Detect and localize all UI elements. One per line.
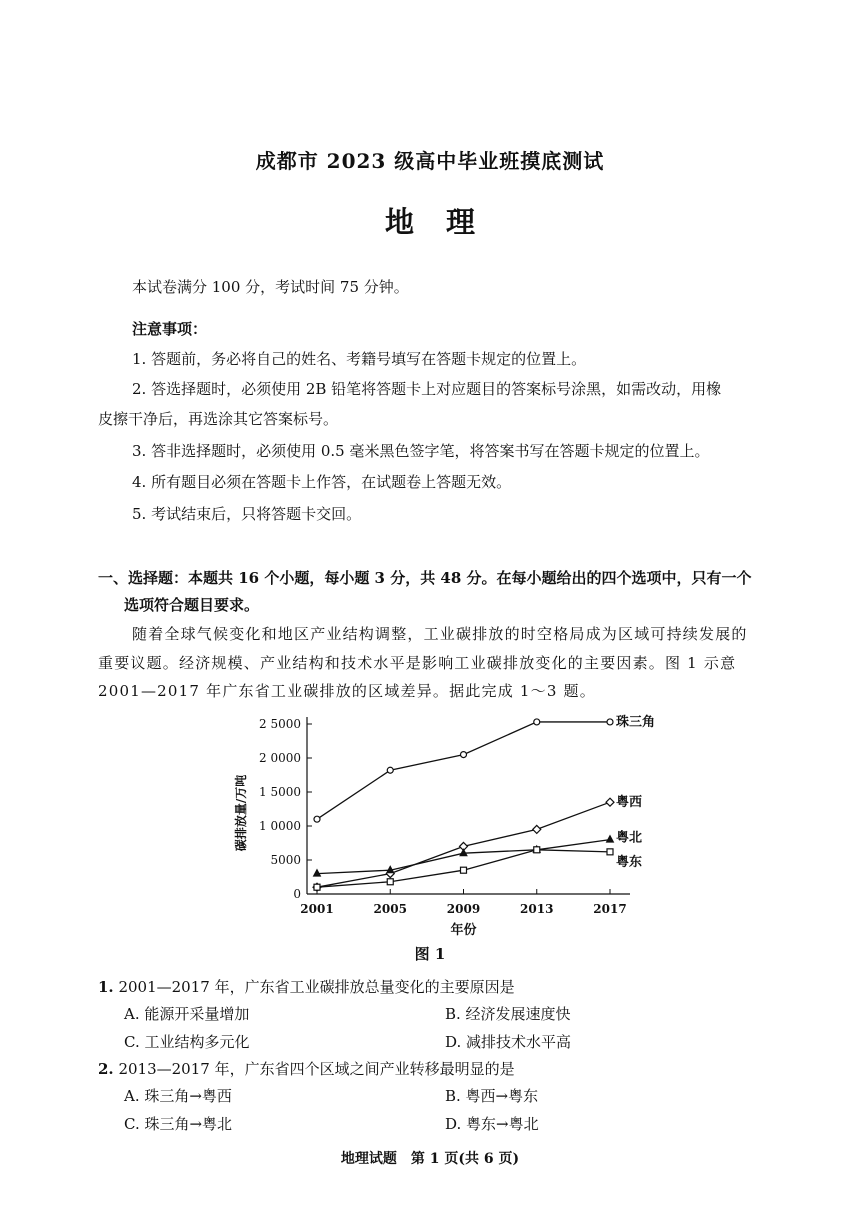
question-stem: 2013—2017 年，广东省四个区域之间产业转移最明显的是 [118, 1060, 515, 1078]
x-tick-label: 2013 [520, 902, 554, 916]
data-point [607, 836, 614, 843]
y-tick-label: 5000 [270, 853, 301, 867]
x-tick-label: 2017 [593, 902, 627, 916]
data-point [606, 798, 614, 806]
y-axis-label: 碳排放量/万吨 [234, 774, 248, 852]
series-label: 粤西 [616, 795, 643, 811]
data-point [314, 884, 320, 890]
x-tick-label: 2005 [373, 902, 407, 916]
data-point [461, 867, 467, 873]
exam-title: 成都市 2023 级高中毕业班摸底测试 [255, 149, 605, 173]
subject-title: 地理 [384, 205, 507, 239]
line-chart [225, 712, 656, 942]
passage-line: 随着全球气候变化和地区产业结构调整，工业碳排放的时空格局成为区域可持续发展的 [132, 625, 748, 643]
option[interactable]: B. 经济发展速度快 [445, 1005, 571, 1023]
question-number: 2. [98, 1060, 114, 1078]
option[interactable]: C. 珠三角→粤北 [124, 1115, 233, 1133]
data-point [534, 847, 540, 853]
y-tick-label: 0 [293, 887, 301, 901]
notice-item: 1. 答题前，务必将自己的姓名、考籍号填写在答题卡规定的位置上。 [132, 350, 587, 368]
data-point [534, 719, 540, 725]
question-1 [98, 976, 515, 997]
notice-item: 2. 答选择题时，必须使用 2B 铅笔将答题卡上对应题目的答案标号涂黑，如需改动，用橡 [132, 380, 722, 398]
y-tick-label: 2 5000 [259, 717, 301, 731]
x-tick-label: 2001 [300, 902, 334, 916]
section-heading-cont: 选项符合题目要求。 [124, 596, 260, 614]
data-point [387, 879, 393, 885]
section-heading: 一、选择题：本题共 16 个小题，每小题 3 分，共 48 分。在每小题给出的四个选项中，只有一个 [98, 569, 752, 587]
exam-intro: 本试卷满分 100 分，考试时间 75 分钟。 [132, 278, 409, 296]
data-point [607, 719, 613, 725]
option[interactable]: D. 粤东→粤北 [445, 1115, 539, 1133]
notice-item: 皮擦干净后，再选涂其它答案标号。 [98, 410, 339, 428]
x-axis-label: 年份 [450, 923, 477, 938]
notice-item: 4. 所有题目必须在答题卡上作答，在试题卷上答题无效。 [132, 473, 512, 491]
option[interactable]: C. 工业结构多元化 [124, 1033, 250, 1051]
page-footer: 地理试题 第 1 页(共 6 页) [340, 1151, 520, 1167]
question-number: 1. [98, 978, 114, 996]
question-2 [98, 1058, 515, 1079]
figure-caption: 图 1 [414, 945, 446, 963]
data-point [607, 849, 613, 855]
option[interactable]: D. 减排技术水平高 [445, 1033, 572, 1051]
data-point [461, 752, 467, 758]
y-tick-label: 1 5000 [259, 785, 301, 799]
notice-heading: 注意事项： [132, 320, 208, 338]
carbon-emission-chart [225, 712, 656, 942]
passage-line: 2001—2017 年广东省工业碳排放的区域差异。据此完成 1～3 题。 [98, 682, 596, 700]
series-label: 粤东 [616, 854, 643, 870]
notice-item: 5. 考试结束后，只将答题卡交回。 [132, 505, 362, 523]
x-tick-label: 2009 [446, 902, 481, 916]
y-tick-label: 1 0000 [259, 819, 301, 833]
data-point [387, 767, 393, 773]
data-point [314, 816, 320, 822]
y-tick-label: 2 0000 [259, 751, 301, 765]
option[interactable]: A. 珠三角→粤西 [124, 1087, 232, 1105]
data-point [533, 825, 541, 833]
option[interactable]: B. 粤西→粤东 [445, 1087, 539, 1105]
series-line [317, 722, 610, 819]
passage-line: 重要议题。经济规模、产业结构和技术水平是影响工业碳排放变化的主要因素。图 1 示意 [98, 654, 737, 672]
notice-item: 3. 答非选择题时，必须使用 0.5 毫米黑色签字笔，将答案书写在答题卡规定的位置上。 [132, 442, 710, 460]
series-label: 珠三角 [616, 714, 656, 730]
question-stem: 2001—2017 年，广东省工业碳排放总量变化的主要原因是 [118, 978, 515, 996]
option[interactable]: A. 能源开采量增加 [124, 1005, 250, 1023]
series-label: 粤北 [616, 830, 643, 846]
